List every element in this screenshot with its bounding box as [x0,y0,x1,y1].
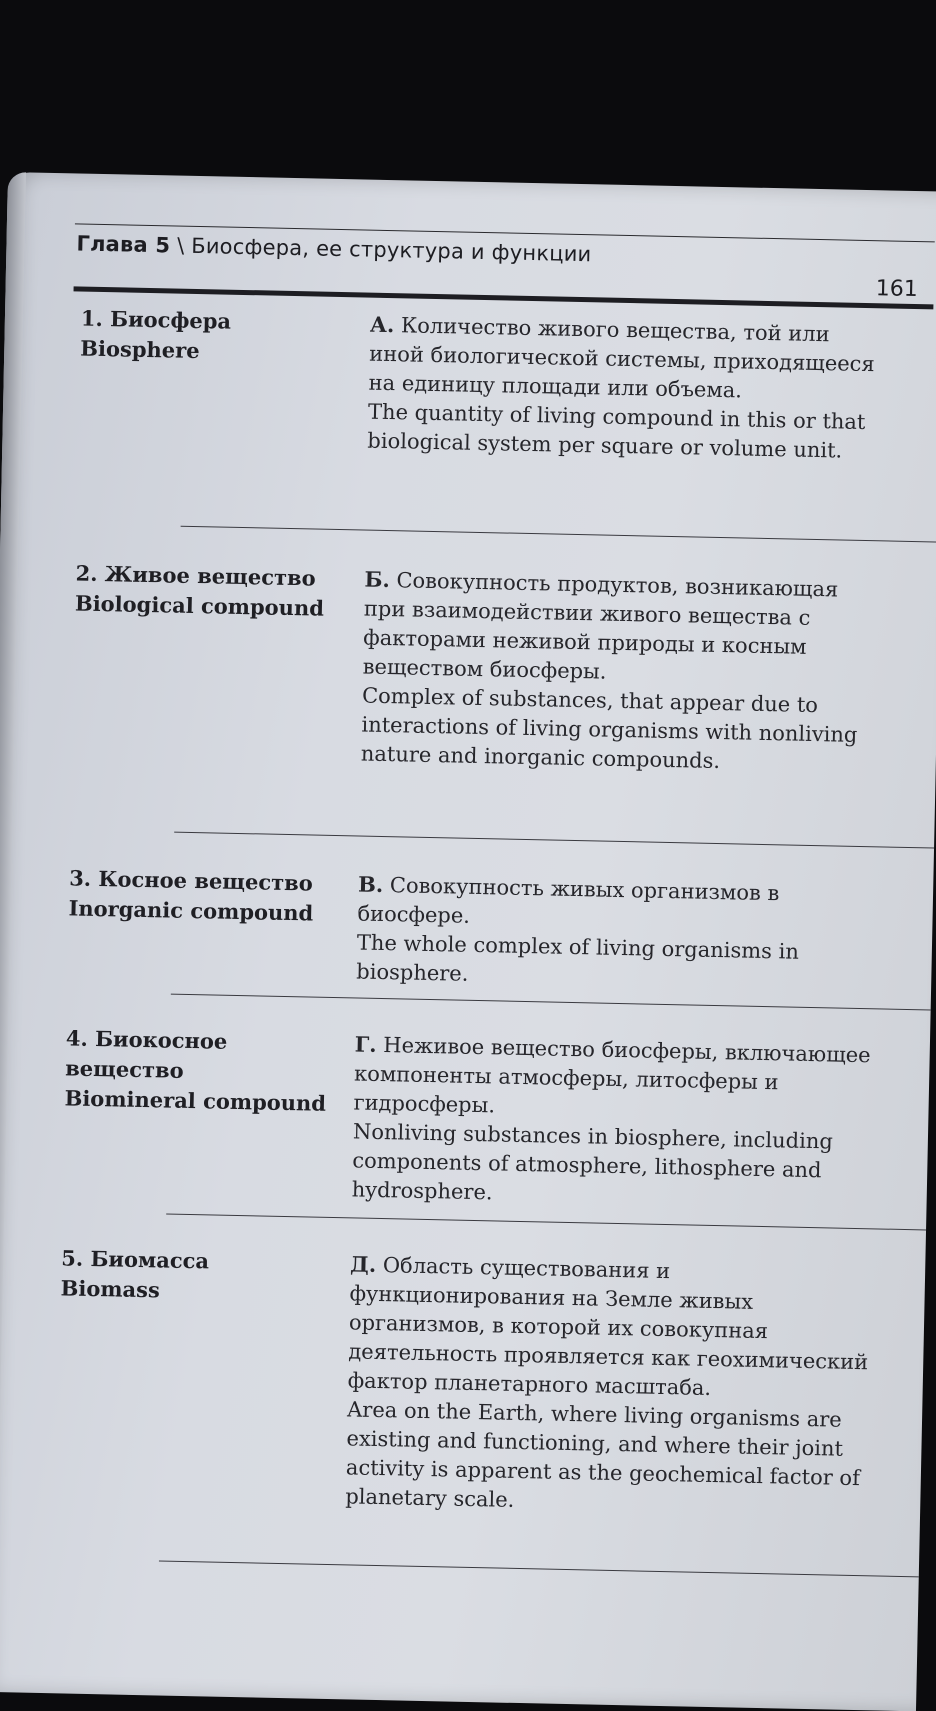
definition [367,310,890,467]
term-en: Biological compound [74,590,325,621]
definition [345,1249,870,1522]
term-ru: 4. Биокосное вещество [64,1025,228,1083]
term-en: Inorganic compound [68,895,314,926]
definition-ru: Неживое вещество биосферы, включающее компоненты атмосферы, литосферы и гидросферы. [353,1033,871,1118]
term-en: Biomass [60,1275,161,1303]
chapter-title: Биосфера, ее структура и функции [190,233,592,267]
definition-letter: Д. [349,1251,377,1277]
term [75,559,346,625]
term-ru: 2. Живое вещество [75,560,316,591]
definition-letter: А. [369,311,395,338]
term [80,304,351,370]
definition-ru: Область существования и функционирования на Земле живых организмов, в которой их совокупная деятельность проявляется как геохимический фактор планетарного масштаба. [347,1253,869,1400]
definition-ru: Совокупность живых организмов в биосфере. [357,873,780,928]
list-item [0,1242,925,1512]
term-ru: 3. Косное вещество [68,865,314,896]
page-number: 161 [875,276,918,303]
definition-en: Area on the Earth, where living organisms are existing and functioning, and where their joint activity is apparent as the geochemical factor of planetary scale. [345,1397,861,1512]
page-spine-shadow [0,172,26,1692]
row-divider [181,526,936,543]
term [64,1023,336,1119]
term [60,1243,331,1309]
header-separator: \ [169,233,192,258]
definition-en: Nonliving substances in biosphere, including components of atmosphere, lithosphere and hydrosphere. [351,1119,834,1205]
definition-en: Complex of substances, that appear due to interactions of living organisms with nonliving nature and inorganic compounds. [360,683,858,774]
list-item [0,862,933,986]
running-header [76,231,591,266]
term [68,863,339,929]
term-en: Biomineral compound [64,1085,327,1116]
definition-ru: Совокупность продуктов, возникающая при взаимодействии живого вещества с факторами неживой природы и косным веществом биосферы. [362,568,839,684]
definition [351,1029,875,1215]
book-page [0,172,936,1711]
definition [361,565,885,780]
term-en: Biosphere [80,335,200,364]
list-item [0,1022,930,1205]
definition [356,869,878,997]
row-divider [166,1214,926,1231]
definition-letter: Г. [354,1031,377,1057]
list-item [0,557,936,774]
row-divider [159,1560,919,1577]
definition-letter: Б. [364,566,391,593]
term-ru: 5. Биомасса [61,1245,210,1274]
definition-letter: В. [357,871,384,898]
chapter-label: Глава 5 [76,231,171,258]
term-ru: 1. Биосфера [80,305,232,334]
row-divider [174,832,934,849]
definition-en: The whole complex of living organisms in biosphere. [356,930,800,986]
definition-en: The quantity of living compound in this or that biological system per square or volume unit. [367,399,866,463]
definition-ru: Количество живого вещества, той или иной биологической системы, приходящееся на единицу площади или объема. [368,313,875,403]
